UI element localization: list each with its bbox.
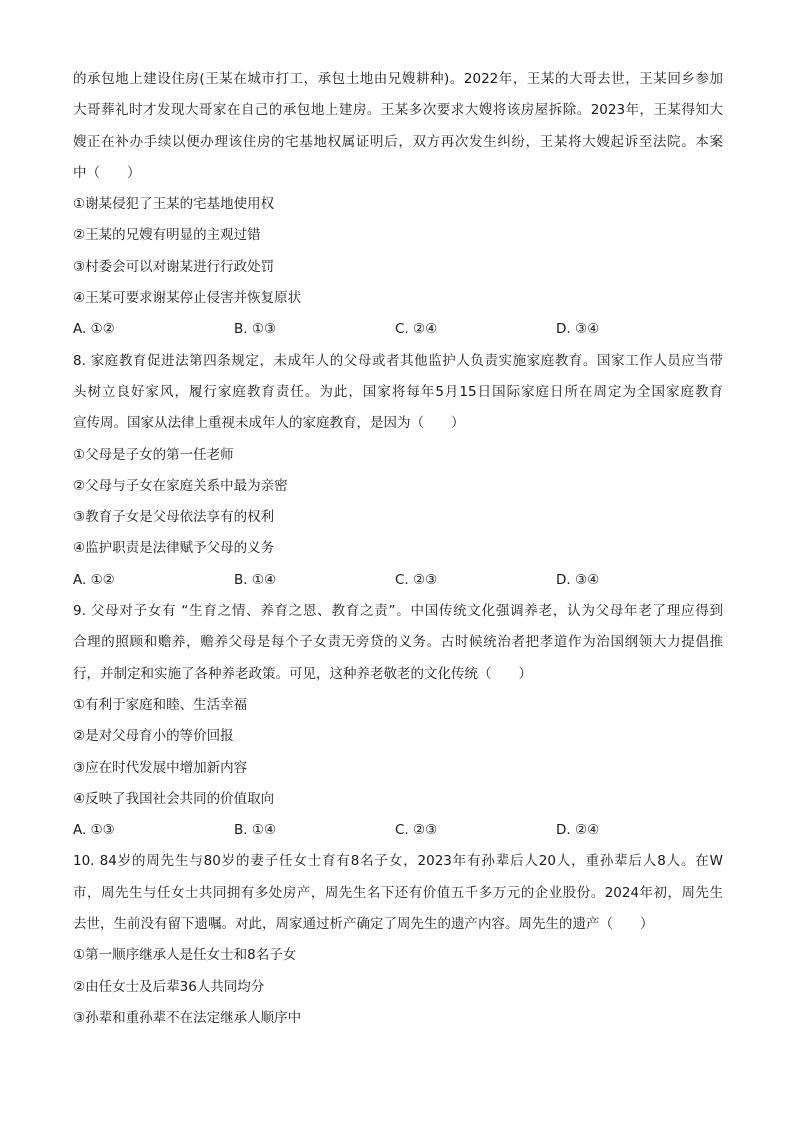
question-stem-line: 大哥葬礼时才发现大哥家在自己的承包地上建房。王某多次要求大嫂将该房屋拆除。2023年，王某得知大 xyxy=(73,102,723,119)
statement-option: ②由任女士及后辈36人共同均分 xyxy=(73,978,265,995)
statement-option: ④反映了我国社会共同的价值取向 xyxy=(73,790,275,807)
answer-choice-b: B. ①③ xyxy=(234,321,277,338)
statement-option: ②王某的兄嫂有明显的主观过错 xyxy=(73,227,261,244)
statement-option: ③孙辈和重孙辈不在法定继承人顺序中 xyxy=(73,1009,302,1026)
answer-choice-a: A. ①② xyxy=(73,321,115,338)
question-stem-line: 行，并制定和实施了各种养老政策。可见，这种养老敬老的文化传统（ ） xyxy=(73,665,532,682)
answer-choice-d: D. ③④ xyxy=(556,571,600,588)
question-8 xyxy=(73,346,723,596)
answer-choice-c: C. ②③ xyxy=(395,571,438,588)
question-stem-line: 合理的照顾和赡养，赡养父母是每个子女责无旁贷的义务。古时候统治者把孝道作为治国纲领大力提倡推 xyxy=(73,634,723,651)
question-stem-line: 8. 家庭教育促进法第四条规定，未成年人的父母或者其他监护人负责实施家庭教育。国家工作人员应当带 xyxy=(73,352,723,369)
statement-option: ④监护职责是法律赋予父母的义务 xyxy=(73,540,275,557)
question-stem-line: 去世，生前没有留下遗嘱。对此，周家通过析产确定了周先生的遗产内容。周先生的遗产（ ） xyxy=(73,916,654,933)
question-stem-line: 10. 84岁的周先生与80岁的妻子任女士育有8名子女，2023年有孙辈后人20人，重孙辈后人8人。在W xyxy=(73,853,723,870)
answer-choice-b: B. ①④ xyxy=(234,822,277,839)
statement-option: ③村委会可以对谢某进行行政处罚 xyxy=(73,258,275,275)
answer-choice-a: A. ①③ xyxy=(73,822,115,839)
answer-choices xyxy=(73,815,723,846)
question-stem-line: 嫂正在补办手续以便办理该住房的宅基地权属证明后，双方再次发生纠纷，王某将大嫂起诉至法院。本案 xyxy=(73,133,723,150)
statement-option: ①父母是子女的第一任老师 xyxy=(73,446,234,463)
question-stem-line: 宣传周。国家从法律上重视未成年人的家庭教育，是因为（ ） xyxy=(73,415,465,432)
question-7 xyxy=(73,64,723,346)
statement-option: ③应在时代发展中增加新内容 xyxy=(73,759,248,776)
statement-option: ②父母与子女在家庭关系中最为亲密 xyxy=(73,477,288,494)
question-stem-line: 的承包地上建设住房(王某在城市打工，承包土地由兄嫂耕种)。2022年，王某的大哥去世，王某回乡参加 xyxy=(73,71,723,87)
page-content xyxy=(73,64,723,1034)
question-stem-line: 头树立良好家风，履行家庭教育责任。为此，国家将每年5月15日国际家庭日所在周定为全国家庭教育 xyxy=(73,383,723,400)
statement-option: ②是对父母育小的等价回报 xyxy=(73,728,234,745)
answer-choice-d: D. ③④ xyxy=(556,321,600,338)
answer-choice-d: D. ②④ xyxy=(556,822,600,839)
statement-option: ①谢某侵犯了王某的宅基地使用权 xyxy=(73,196,275,213)
question-stem-line: 9. 父母对子女有 “生育之情、养育之恩、教育之责”。中国传统文化强调养老，认为父母年老了理应得到 xyxy=(73,603,723,620)
statement-option: ③教育子女是父母依法享有的权利 xyxy=(73,509,275,526)
question-10 xyxy=(73,846,723,1034)
statement-option: ①第一顺序继承人是任女士和8名子女 xyxy=(73,947,297,964)
statement-option: ①有利于家庭和睦、生活幸福 xyxy=(73,696,248,713)
question-stem-line: 市，周先生与任女士共同拥有多处房产，周先生名下还有价值五千多万元的企业股份。2024年初，周先生 xyxy=(73,884,723,901)
answer-choice-b: B. ①④ xyxy=(234,571,277,588)
question-9 xyxy=(73,596,723,846)
answer-choice-c: C. ②③ xyxy=(395,822,438,839)
answer-choice-c: C. ②④ xyxy=(395,321,438,338)
answer-choice-a: A. ①② xyxy=(73,571,115,588)
answer-choices xyxy=(73,314,723,345)
statement-option: ④王某可要求谢某停止侵害并恢复原状 xyxy=(73,290,302,307)
question-stem-line: 中（ ） xyxy=(73,164,141,181)
answer-choices xyxy=(73,565,723,596)
